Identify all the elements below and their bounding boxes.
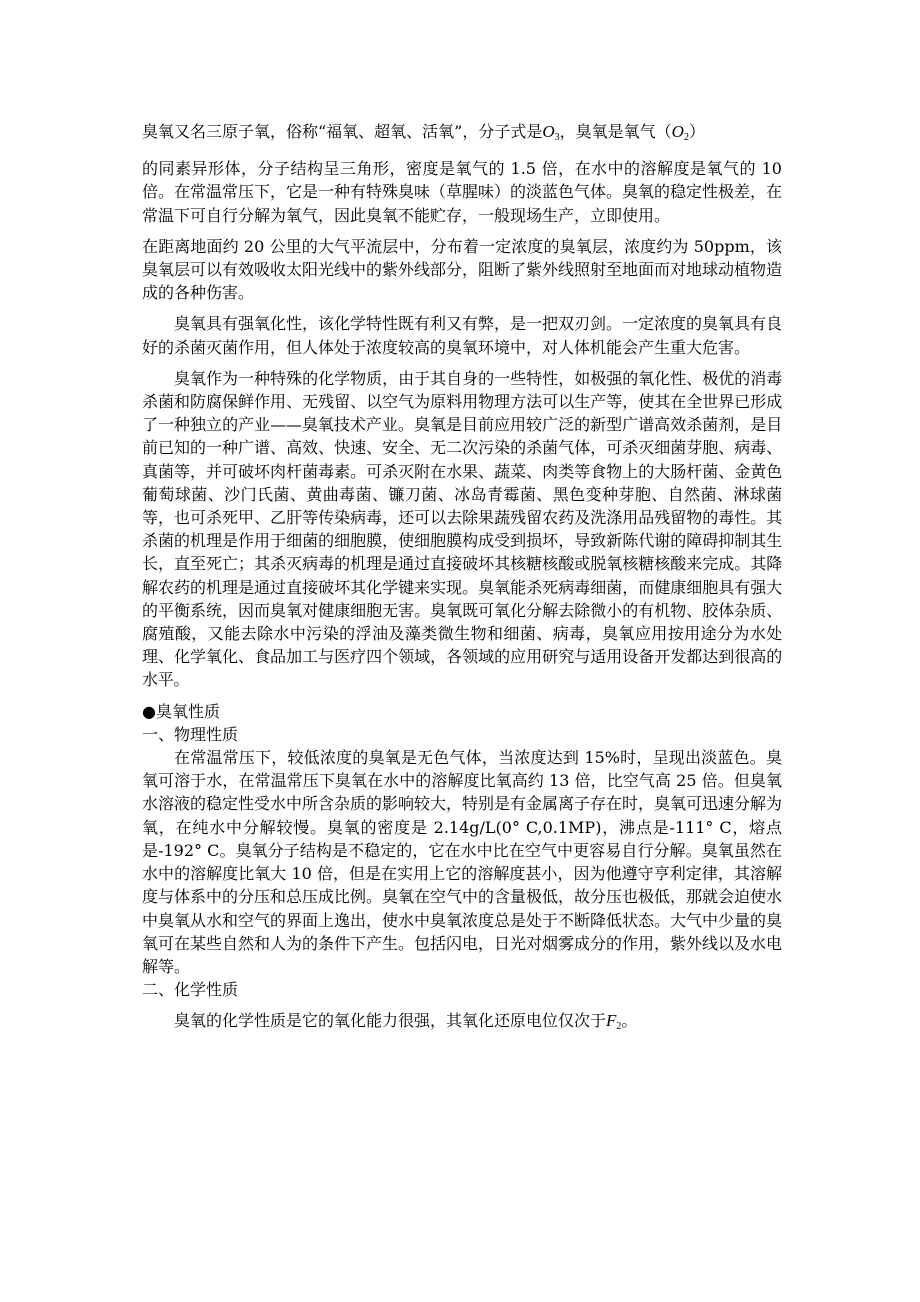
chemical-text-b: 。: [621, 1011, 638, 1031]
paragraph-chemical: [142, 1009, 782, 1038]
chemical-text-a: 臭氧的化学性质是它的氧化能力很强，其氧化还原电位仅次于: [174, 1011, 607, 1031]
heading-chemical-properties: 二、化学性质: [142, 980, 239, 1000]
intro-text-a: 臭氧又名三原子氧，俗称“福氧、超氧、活氧”，分子式是: [142, 122, 543, 141]
paragraph-oxidizing: 臭氧具有强氧化性，该化学特性既有利又有弊，是一把双刃剑。一定浓度的臭氧具有良好的杀菌灭菌作用，但人体处于浓度较高的臭氧环境中，对人体机能会产生重大危害。: [142, 314, 783, 357]
formula-o3: [542, 122, 559, 141]
formula-f2-base: F: [606, 1011, 617, 1031]
paragraph-intro: [142, 120, 782, 149]
formula-o2-base: O: [671, 122, 684, 141]
intro-text-b: ，臭氧是氧气（: [559, 122, 672, 141]
heading-physical-properties: 一、物理性质: [142, 724, 239, 744]
formula-o3-base: O: [542, 122, 555, 141]
formula-o3-sub: 3: [554, 132, 560, 143]
heading-ozone-properties: ●臭氧性质: [142, 701, 220, 721]
paragraph-ozone-layer: 在距离地面约 20 公里的大气平流层中，分布着一定浓度的臭氧层，浓度约为 50ppm，该臭氧层可以有效吸收太阳光线中的紫外线部分，阻断了紫外线照射至地面而对地球动植物造成的各种伤害。: [142, 236, 783, 303]
formula-o2: [672, 122, 689, 141]
formula-o2-sub: 2: [683, 132, 689, 143]
paragraph-industry: 臭氧作为一种特殊的化学物质，由于其自身的一些特性，如极强的氧化性、极优的消毒杀菌和防腐保鲜作用、无残留、以空气为原料用物理方法可以生产等，使其在全世界已形成了一种独立的产业——臭氧技术产业。臭氧是目前应用较广泛的新型广谱高效杀菌剂，是目前已知的一种广谱、高效、快速、安全、无二次污染的杀菌气体，可杀灭细菌芽胞、病毒、真菌等，并可破坏肉杆菌毒素。可杀灭附在水果、蔬菜、肉类等食物上的大肠杆菌、金黄色葡萄球菌、沙门氏菌、黄曲毒菌、镰刀菌、冰岛青霉菌、黑色变种芽胞、自然菌、淋球菌等，也可杀死甲、乙肝等传染病毒，还可以去除果蔬残留农药及洗涤用品残留物的毒性。其杀菌的机理是作用于细菌的细胞膜，使细胞膜构成受到损坏，导致新陈代谢的障碍抑制其生长，直至死亡；其杀灭病毒的机理是通过直接破坏其核糖核酸或脱氧核糖核酸来完成。其降解农药的机理是通过直接破坏其化学键来实现。臭氧能杀死病毒细菌，而健康细胞具有强大的平衡系统，因而臭氧对健康细胞无害。臭氧既可氧化分解去除微小的有机物、胶体杂质、腐殖酸，又能去除水中污染的浮油及藻类微生物和细菌、病毒，臭氧应用按用途分为水处理、化学氧化、食品加工与医疗四个领域，各领域的应用研究与适用设备开发都达到很高的水平。: [142, 368, 782, 690]
formula-f2: [606, 1011, 622, 1033]
formula-f2-sub: 2: [616, 1021, 622, 1033]
paragraph-allotrope: 的同素异形体，分子结构呈三角形，密度是氧气的 1.5 倍，在水中的溶解度是氧气的 10 倍。在常温常压下，它是一种有特殊臭味（草腥味）的淡蓝色气体。臭氧的稳定性极差，在常温下可自行分解为氧气，因此臭氧不能贮存，一般现场生产，立即使用。: [142, 159, 783, 225]
paragraph-physical: 在常温常压下，较低浓度的臭氧是无色气体，当浓度达到 15%时，呈现出淡蓝色。臭氧可溶于水，在常温常压下臭氧在水中的溶解度比氧高约 13 倍，比空气高 25 倍。但臭氧水溶液的稳定性受水中所含杂质的影响较大，特别是有金属离子存在时，臭氧可迅速分解为氧，在纯水中分解较慢。臭氧的密度是 2.14g/L(0° C,0.1MP)，沸点是-111° C，熔点是-192° C。臭氧分子结构是不稳定的，它在水中比在空气中更容易自行分解。臭氧虽然在水中的溶解度比氧大 10 倍，但是在实用上它的溶解度甚小，因为他遵守亨利定律，其溶解度与体系中的分压和总压成比例。臭氧在空气中的含量极低，故分压也极低，那就会迫使水中臭氧从水和空气的界面上逸出，使水中臭氧浓度总是处于不断降低状态。大气中少量的臭氧可在某些自然和人为的条件下产生。包括闪电，日光对烟雾成分的作用，紫外线以及水电解等。: [142, 748, 783, 976]
intro-text-c: ）: [688, 122, 705, 141]
document-body: [142, 120, 782, 1039]
